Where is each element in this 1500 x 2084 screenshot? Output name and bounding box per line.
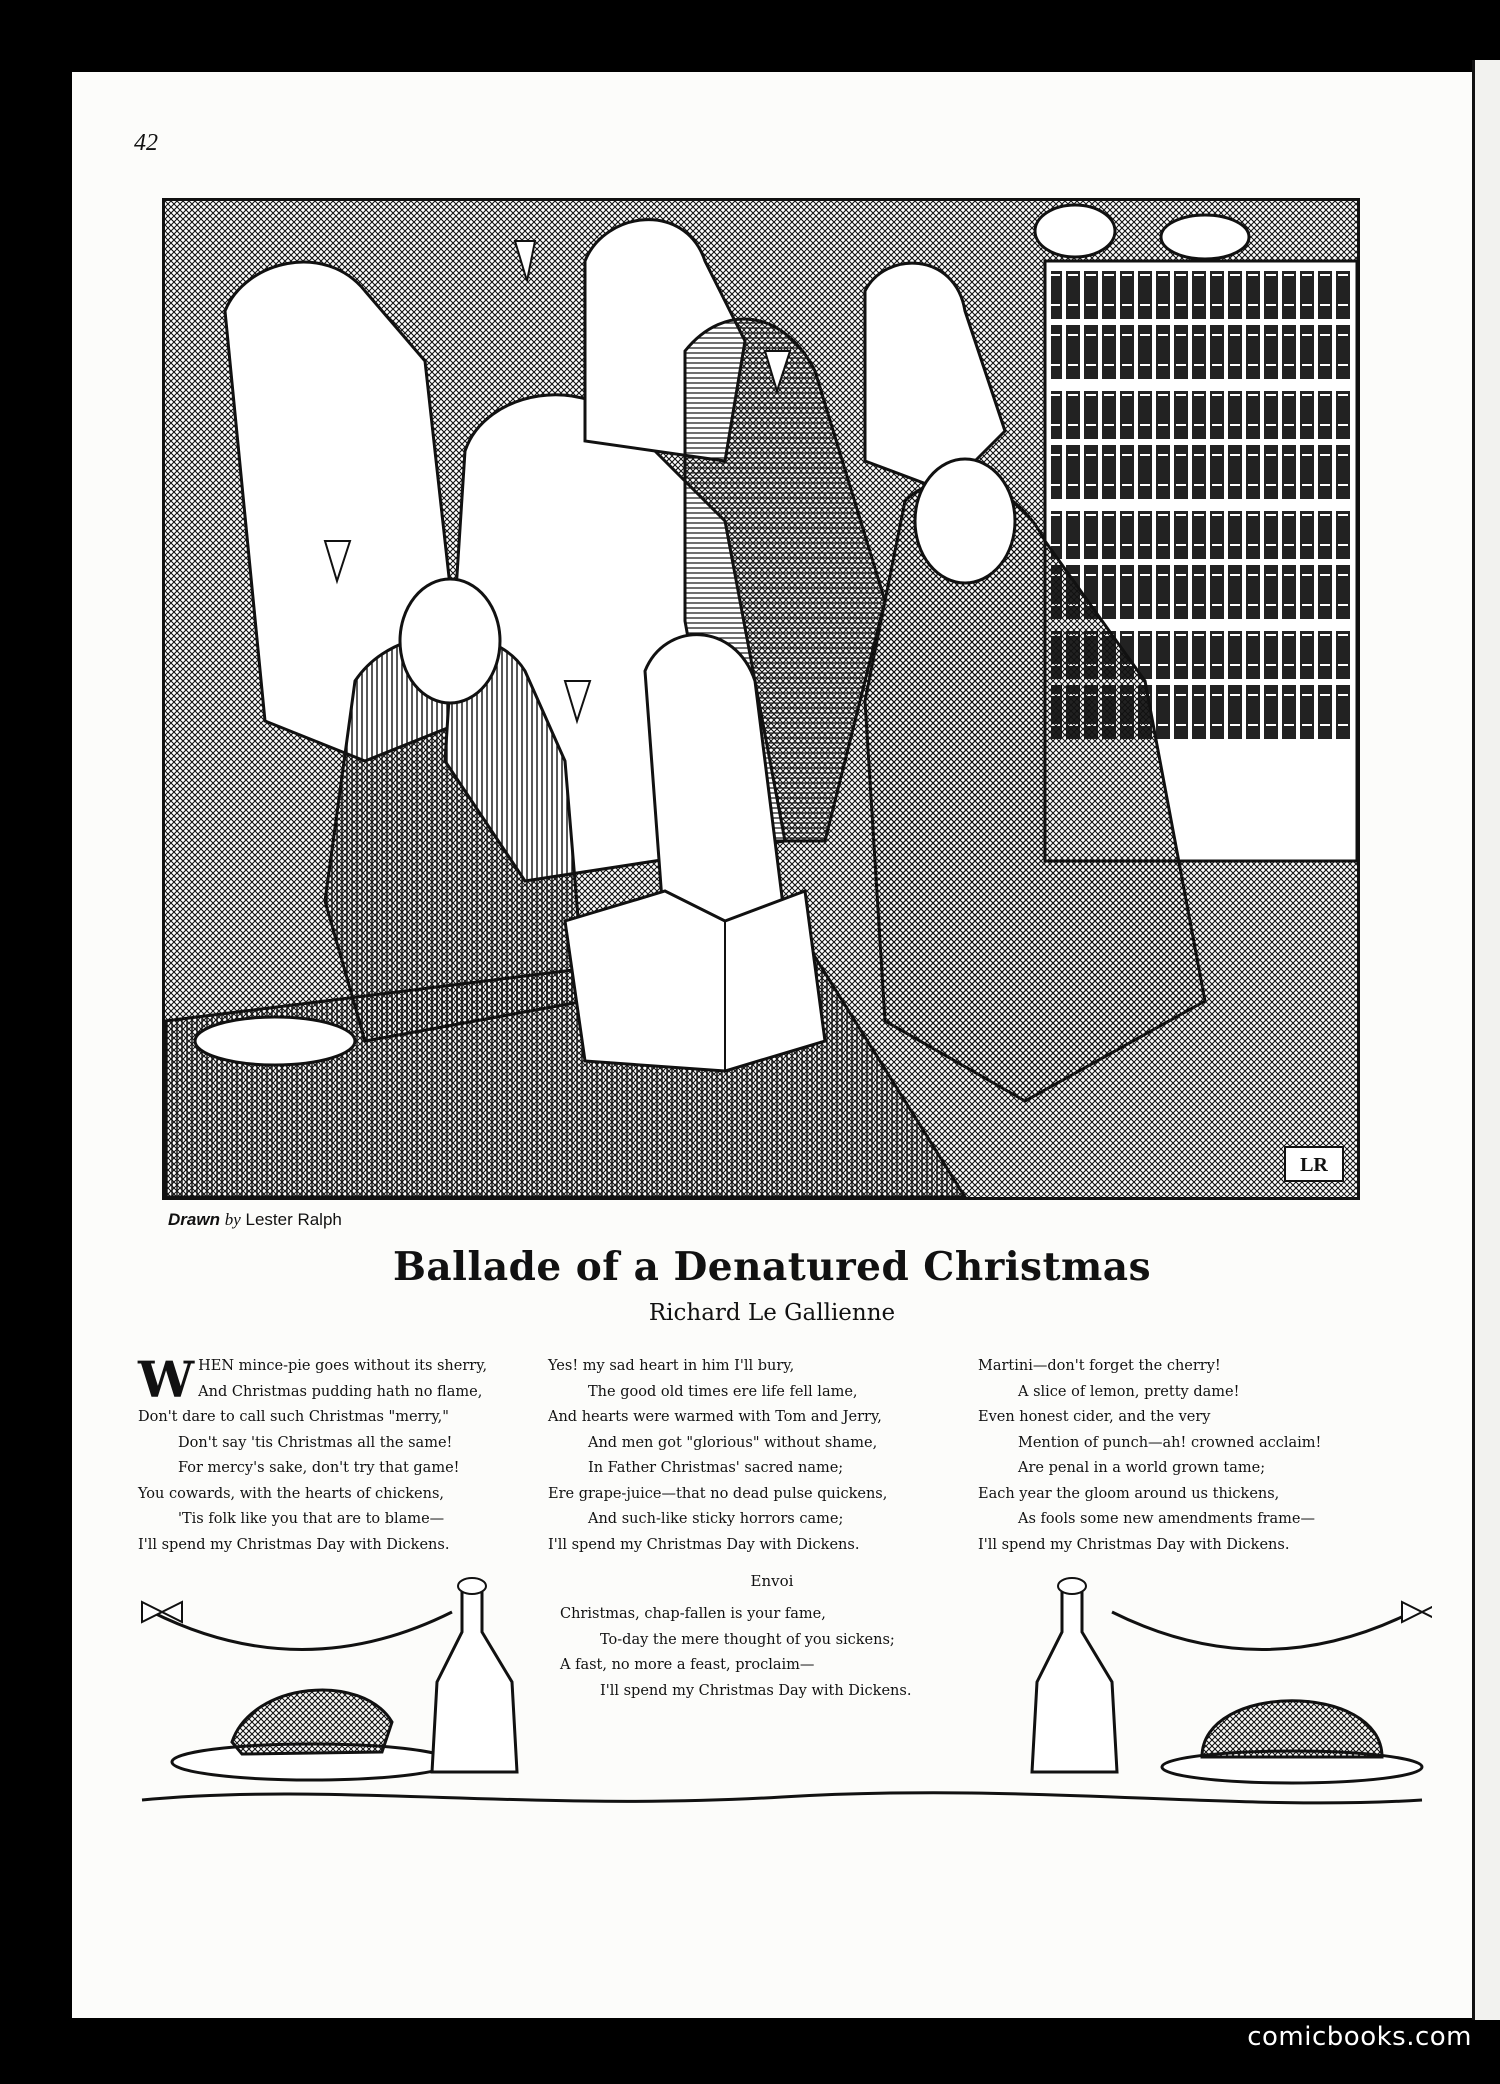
verse-line: Are penal in a world grown tame; [1018,1460,1266,1476]
artist-monogram: LR [1300,1154,1328,1176]
envoi-title: Envoi [750,1572,794,1590]
credit-by: by [224,1210,241,1229]
verse-line: Don't say 'tis Christmas all the same! [178,1434,453,1451]
verse-line: A slice of lemon, pretty dame! [1018,1383,1240,1400]
page-number: 42 [134,130,158,156]
verse-line: In Father Christmas' sacred name; [588,1460,844,1476]
decanter-icon [432,1592,517,1772]
verse-line: The good old times ere life fell lame, [588,1383,858,1400]
poem-title: Ballade of a Denatured Christmas [392,1244,1152,1290]
verse-line: 'Tis folk like you that are to blame— [178,1511,445,1527]
stanza-3 [978,1354,1321,1558]
stanza-1 [138,1350,488,1558]
verse-line: You cowards, with the hearts of chickens, [138,1485,445,1502]
verse-line: A fast, no more a feast, proclaim— [560,1657,815,1673]
verse-line: I'll spend my Christmas Day with Dickens. [600,1682,912,1699]
verse-line: Mention of punch—ah! crowned acclaim! [1018,1434,1322,1451]
plum-pudding-icon [1202,1701,1382,1757]
bow-icon [142,1602,182,1622]
verse-line: And Christmas pudding hath no flame, [198,1383,483,1400]
verse-line: As fools some new amendments frame— [1018,1511,1316,1527]
illustration [162,198,1360,1200]
poem-author: Richard Le Gallienne [648,1300,896,1326]
illustration-drawing [165,201,1357,1197]
stanza-2 [548,1354,887,1558]
verse-line: For mercy's sake, don't try that game! [178,1460,460,1476]
magazine-page [72,72,1472,2018]
verse-line: I'll spend my Christmas Day with Dickens. [548,1536,860,1553]
verse-line: And hearts were warmed with Tom and Jerry, [548,1409,882,1425]
verse-line: Yes! my sad heart in him I'll bury, [548,1358,795,1374]
verse-line: Don't dare to call such Christmas "merry," [138,1409,449,1425]
verse-line: Ere grape-juice—that no dead pulse quickens, [548,1485,888,1502]
verse-line: And men got "glorious" without shame, [588,1434,878,1451]
verse-line: Each year the gloom around us thickens, [978,1485,1280,1502]
adjacent-page-edge [1472,60,1500,2020]
credit-prefix: Drawn [168,1210,220,1229]
watermark: comicbooks.com [1247,2022,1472,2052]
illustration-credit [168,1210,342,1230]
verse-line: To-day the mere thought of you sickens; [600,1631,895,1648]
verse-line: I'll spend my Christmas Day with Dickens. [978,1536,1290,1553]
verse-line: I'll spend my Christmas Day with Dickens. [138,1536,450,1553]
decanter-icon [1032,1592,1117,1772]
verse-line: Christmas, chap-fallen is your fame, [560,1606,826,1622]
verse-line: Even honest cider, and the very [978,1409,1211,1425]
boar-head-icon [232,1690,392,1754]
credit-artist: Lester Ralph [245,1210,342,1229]
verse-line: And such-like sticky horrors came; [588,1511,844,1527]
verse-line: Martini—don't forget the cherry! [978,1358,1221,1374]
drop-cap: W [138,1350,195,1409]
envoi-stanza [560,1602,911,1704]
verse-line: HEN mince-pie goes without its sherry, [198,1358,488,1374]
